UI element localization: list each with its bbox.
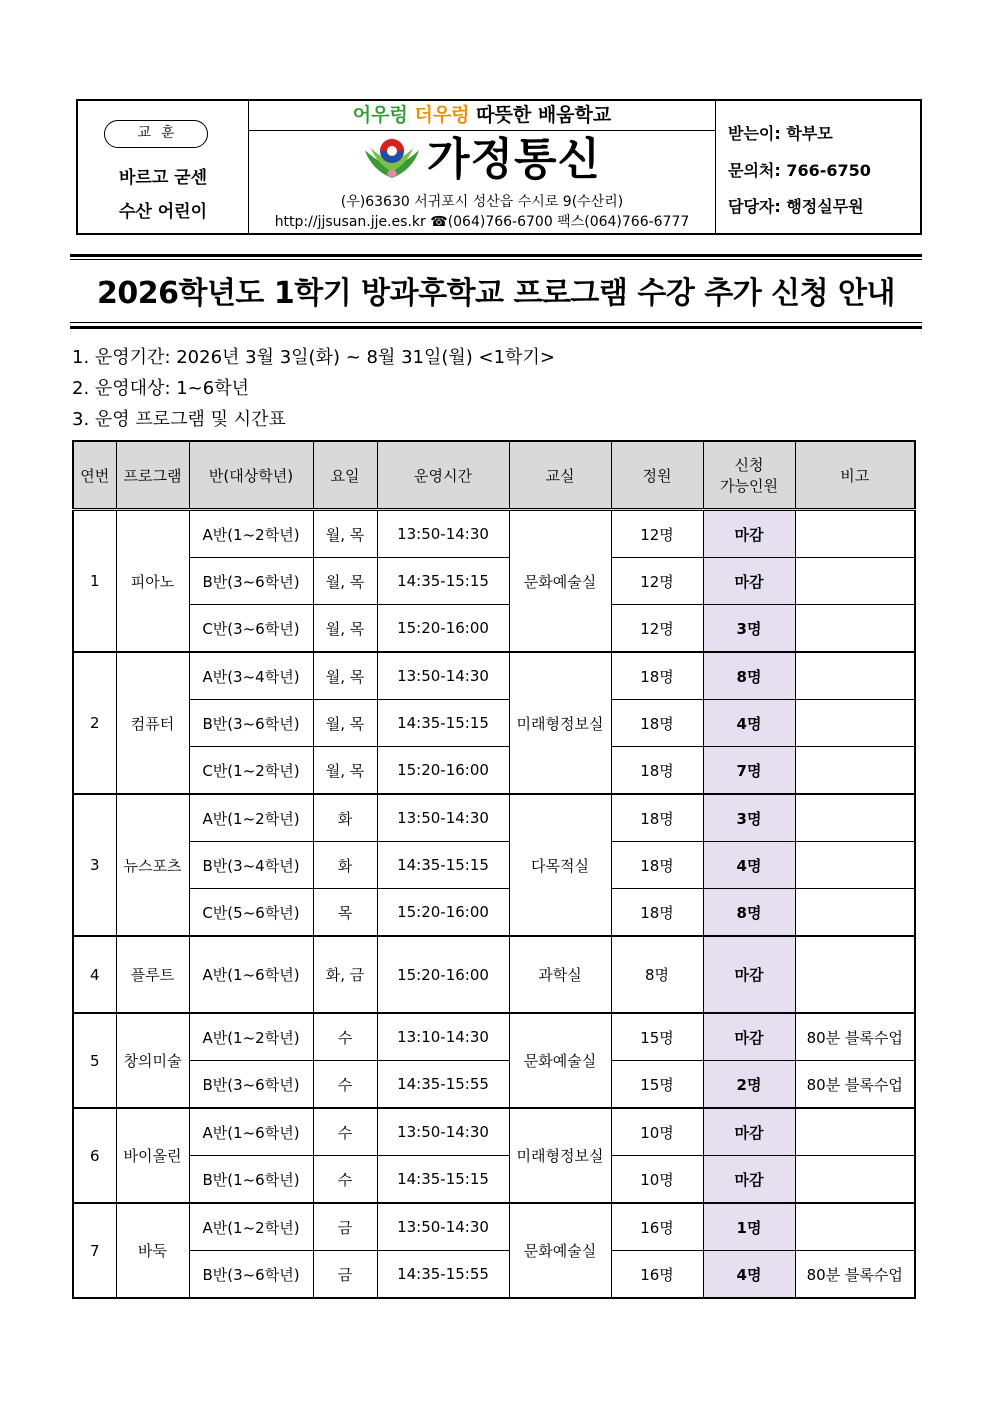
- cell-time: 15:20-16:00: [377, 936, 509, 1013]
- cell-note: [795, 510, 915, 558]
- school-contact: [249, 211, 715, 231]
- cell-apply: 마감: [703, 1108, 795, 1156]
- table-row: [73, 842, 915, 889]
- cell-day: 월, 목: [313, 700, 377, 747]
- table-row: [73, 605, 915, 653]
- cell-time: 14:35-15:15: [377, 1156, 509, 1204]
- cell-class: A반(1~2학년): [189, 1013, 313, 1061]
- school-website[interactable]: http://jjsusan.jje.es.kr: [274, 214, 426, 230]
- cell-no: 3: [73, 794, 116, 936]
- program-schedule-table: [72, 440, 916, 1299]
- cell-capacity: 12명: [611, 510, 703, 558]
- cell-program: 피아노: [116, 510, 189, 653]
- cell-time: 14:35-15:15: [377, 842, 509, 889]
- table-row: [73, 936, 915, 1013]
- cell-capacity: 18명: [611, 700, 703, 747]
- cell-apply: 1명: [703, 1203, 795, 1251]
- cell-time: 13:50-14:30: [377, 1203, 509, 1251]
- motto-badge: 교훈: [104, 120, 208, 148]
- cell-day: 화: [313, 794, 377, 842]
- cell-program: 컴퓨터: [116, 652, 189, 794]
- cell-day: 월, 목: [313, 747, 377, 795]
- cell-apply: 8명: [703, 652, 795, 700]
- header-no: 연번: [73, 441, 116, 510]
- cell-no: 4: [73, 936, 116, 1013]
- cell-capacity: 18명: [611, 842, 703, 889]
- cell-time: 13:50-14:30: [377, 1108, 509, 1156]
- school-phone: ☎(064)766-6700 팩스(064)766-6777: [430, 214, 690, 230]
- cell-apply: 4명: [703, 700, 795, 747]
- table-row: [73, 1013, 915, 1061]
- cell-class: B반(1~6학년): [189, 1156, 313, 1204]
- header-room: 교실: [509, 441, 611, 510]
- cell-no: 1: [73, 510, 116, 653]
- cell-apply: 3명: [703, 794, 795, 842]
- cell-note: 80분 블록수업: [795, 1251, 915, 1299]
- cell-note: [795, 889, 915, 937]
- slogan-rest: 따뜻한 배움학교: [476, 104, 612, 126]
- cell-note: [795, 605, 915, 653]
- header-apply-line1: 신청: [734, 456, 764, 474]
- cell-program: 바이올린: [116, 1108, 189, 1203]
- cell-class: B반(3~6학년): [189, 700, 313, 747]
- cell-note: [795, 558, 915, 605]
- cell-day: 화: [313, 842, 377, 889]
- info-programs: 3. 운영 프로그램 및 시간표: [72, 409, 286, 430]
- header-class: 반(대상학년): [189, 441, 313, 510]
- page-title: 2026학년도 1학기 방과후학교 프로그램 수강 추가 신청 안내: [96, 276, 896, 311]
- cell-day: 금: [313, 1251, 377, 1299]
- header-apply-line2: 가능인원: [720, 477, 778, 495]
- program-group: [73, 1203, 915, 1298]
- cell-capacity: 10명: [611, 1156, 703, 1204]
- cell-day: 수: [313, 1061, 377, 1109]
- cell-capacity: 18명: [611, 747, 703, 795]
- header-note: 비고: [795, 441, 915, 510]
- cell-time: 13:50-14:30: [377, 510, 509, 558]
- cell-apply: 7명: [703, 747, 795, 795]
- cell-capacity: 18명: [611, 652, 703, 700]
- inquiry-line: 문의처: 766-6750: [728, 161, 871, 180]
- cell-class: C반(3~6학년): [189, 605, 313, 653]
- table-row: [73, 1203, 915, 1251]
- table-row: [73, 1156, 915, 1204]
- cell-capacity: 16명: [611, 1251, 703, 1299]
- title-rule-bottom: [70, 326, 922, 329]
- cell-capacity: 18명: [611, 889, 703, 937]
- school-slogan: [249, 101, 715, 131]
- cell-day: 월, 목: [313, 652, 377, 700]
- motto-line-1: 바르고 굳센: [118, 168, 208, 188]
- cell-class: B반(3~6학년): [189, 558, 313, 605]
- cell-apply: 8명: [703, 889, 795, 937]
- cell-capacity: 12명: [611, 605, 703, 653]
- cell-room: 문화예술실: [509, 1203, 611, 1298]
- cell-apply: 마감: [703, 510, 795, 558]
- cell-class: A반(1~2학년): [189, 510, 313, 558]
- cell-apply: 4명: [703, 1251, 795, 1299]
- cell-program: 창의미술: [116, 1013, 189, 1108]
- cell-day: 수: [313, 1156, 377, 1204]
- school-motto-panel: [78, 101, 249, 233]
- cell-note: [795, 700, 915, 747]
- cell-note: 80분 블록수업: [795, 1061, 915, 1109]
- newsletter-masthead: [249, 101, 716, 233]
- cell-apply: 4명: [703, 842, 795, 889]
- cell-apply: 마감: [703, 936, 795, 1013]
- cell-time: 14:35-15:15: [377, 558, 509, 605]
- newsletter-title: [249, 131, 715, 189]
- newsletter-header: [76, 99, 922, 235]
- cell-no: 7: [73, 1203, 116, 1298]
- program-group: [73, 936, 915, 1013]
- table-row: [73, 510, 915, 558]
- program-group: [73, 1108, 915, 1203]
- cell-no: 2: [73, 652, 116, 794]
- cell-apply: 3명: [703, 605, 795, 653]
- cell-day: 수: [313, 1108, 377, 1156]
- program-group: [73, 1013, 915, 1108]
- cell-note: [795, 1156, 915, 1204]
- cell-time: 15:20-16:00: [377, 747, 509, 795]
- header-day: 요일: [313, 441, 377, 510]
- title-band: [70, 254, 922, 330]
- cell-time: 15:20-16:00: [377, 889, 509, 937]
- cell-class: B반(3~6학년): [189, 1251, 313, 1299]
- cell-day: 수: [313, 1013, 377, 1061]
- contact-info-panel: [716, 101, 920, 233]
- cell-time: 14:35-15:55: [377, 1251, 509, 1299]
- cell-no: 5: [73, 1013, 116, 1108]
- cell-class: B반(3~4학년): [189, 842, 313, 889]
- header-capacity: 정원: [611, 441, 703, 510]
- cell-room: 다목적실: [509, 794, 611, 936]
- program-group: [73, 794, 915, 936]
- cell-class: C반(1~2학년): [189, 747, 313, 795]
- cell-program: 플루트: [116, 936, 189, 1013]
- table-row: [73, 1108, 915, 1156]
- cell-note: [795, 652, 915, 700]
- table-row: [73, 747, 915, 795]
- cell-class: A반(1~6학년): [189, 1108, 313, 1156]
- cell-class: A반(3~4학년): [189, 652, 313, 700]
- cell-room: 과학실: [509, 936, 611, 1013]
- cell-apply: 2명: [703, 1061, 795, 1109]
- program-group: [73, 510, 915, 653]
- cell-capacity: 18명: [611, 794, 703, 842]
- cell-note: [795, 794, 915, 842]
- cell-program: 뉴스포츠: [116, 794, 189, 936]
- header-time: 운영시간: [377, 441, 509, 510]
- cell-room: 문화예술실: [509, 1013, 611, 1108]
- slogan-green: 어우렁: [352, 104, 408, 126]
- cell-day: 목: [313, 889, 377, 937]
- cell-note: [795, 936, 915, 1013]
- cell-note: [795, 1203, 915, 1251]
- cell-note: [795, 1108, 915, 1156]
- cell-time: 13:50-14:30: [377, 794, 509, 842]
- cell-capacity: 16명: [611, 1203, 703, 1251]
- cell-class: B반(3~6학년): [189, 1061, 313, 1109]
- cell-no: 6: [73, 1108, 116, 1203]
- cell-time: 13:10-14:30: [377, 1013, 509, 1061]
- cell-capacity: 15명: [611, 1013, 703, 1061]
- cell-class: C반(5~6학년): [189, 889, 313, 937]
- motto-line-2: 수산 어린이: [118, 202, 208, 222]
- manager-line: 담당자: 행정실무원: [728, 197, 864, 216]
- cell-capacity: 12명: [611, 558, 703, 605]
- cell-time: 13:50-14:30: [377, 652, 509, 700]
- cell-note: [795, 747, 915, 795]
- cell-class: A반(1~2학년): [189, 794, 313, 842]
- cell-room: 미래형정보실: [509, 652, 611, 794]
- title-rule-top-thin: [70, 259, 922, 260]
- school-address: (우)63630 서귀포시 성산읍 수시로 9(수산리): [340, 194, 624, 210]
- header-program: 프로그램: [116, 441, 189, 510]
- cell-class: A반(1~6학년): [189, 936, 313, 1013]
- cell-day: 월, 목: [313, 605, 377, 653]
- cell-day: 월, 목: [313, 558, 377, 605]
- cell-program: 바둑: [116, 1203, 189, 1298]
- cell-apply: 마감: [703, 558, 795, 605]
- info-period: 1. 운영기간: 2026년 3월 3일(화) ~ 8월 31일(월) <1학기>: [72, 347, 555, 368]
- cell-room: 미래형정보실: [509, 1108, 611, 1203]
- cell-day: 화, 금: [313, 936, 377, 1013]
- slogan-orange: 더우렁: [414, 104, 470, 126]
- info-target: 2. 운영대상: 1~6학년: [72, 378, 249, 399]
- recipient-line: 받는이: 학부모: [728, 124, 833, 143]
- table-row: [73, 889, 915, 937]
- school-emblem-icon: [363, 134, 421, 182]
- table-row: [73, 652, 915, 700]
- header-apply: [703, 441, 795, 510]
- cell-capacity: 15명: [611, 1061, 703, 1109]
- table-row: [73, 1251, 915, 1299]
- cell-note: 80분 블록수업: [795, 1013, 915, 1061]
- newsletter-title-text: 가정통신: [426, 134, 601, 185]
- cell-day: 금: [313, 1203, 377, 1251]
- table-row: [73, 1061, 915, 1109]
- cell-capacity: 10명: [611, 1108, 703, 1156]
- cell-capacity: 8명: [611, 936, 703, 1013]
- cell-apply: 마감: [703, 1013, 795, 1061]
- table-row: [73, 794, 915, 842]
- cell-time: 14:35-15:15: [377, 700, 509, 747]
- cell-room: 문화예술실: [509, 510, 611, 653]
- title-rule-bottom-thin: [70, 322, 922, 323]
- table-row: [73, 558, 915, 605]
- title-rule-top: [70, 254, 922, 257]
- cell-note: [795, 842, 915, 889]
- cell-day: 월, 목: [313, 510, 377, 558]
- cell-time: 15:20-16:00: [377, 605, 509, 653]
- cell-time: 14:35-15:55: [377, 1061, 509, 1109]
- program-group: [73, 652, 915, 794]
- cell-apply: 마감: [703, 1156, 795, 1204]
- table-header-row: [73, 441, 915, 510]
- cell-class: A반(1~2학년): [189, 1203, 313, 1251]
- table-row: [73, 700, 915, 747]
